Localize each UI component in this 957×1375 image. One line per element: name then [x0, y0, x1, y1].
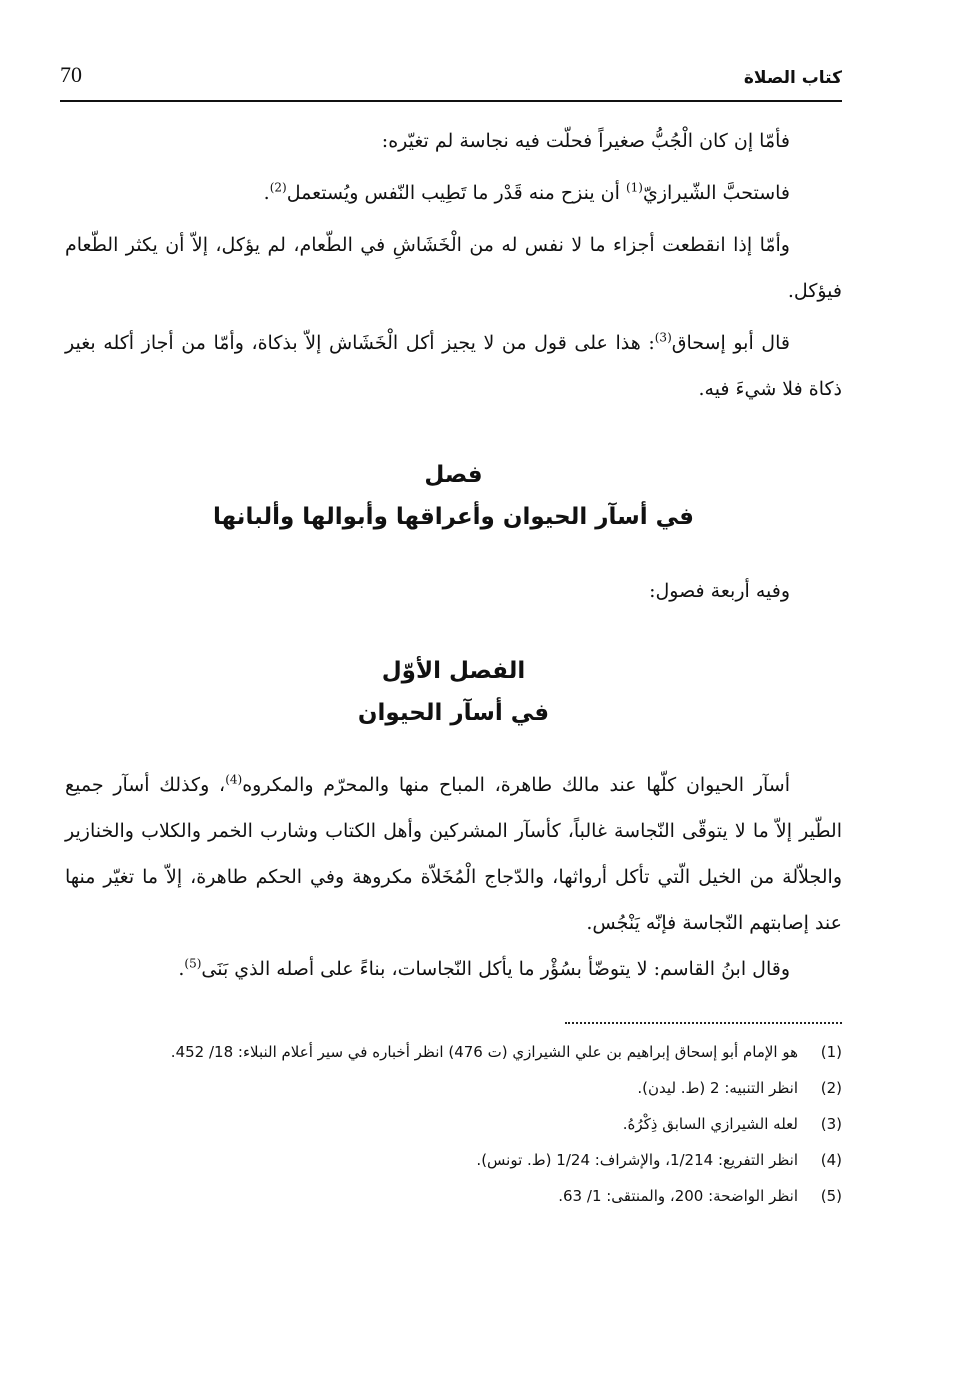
section-intro: وفيه أربعة فصول:: [649, 580, 790, 602]
footnote-text: هو الإمام أبو إسحاق إبراهيم بن علي الشيرازي (ت 476) انظر أخباره في سير أعلام النبلاء: 18/ 452.: [170, 1043, 798, 1061]
footnote-ref-2: (2): [269, 180, 287, 195]
paragraph-2-text-c: .: [263, 182, 270, 204]
main-text: [65, 118, 842, 992]
footnote: [65, 1112, 842, 1136]
footnote-number: (4): [820, 1151, 842, 1169]
paragraph-5-text-b: ، وكذلك أسآر جميع الطّير إلاّ ما لا يتوقّى النّجاسة غالباً، كأسآر المشركين وأهل الكتاب وشارب الخمر والكلاب والخنازير والجلاّلة من الخيل الّتي تأكل أرواثها، والدّجاج الْمُخَلاّة مكروهة وفي الحكم طاهرة، إلاّ ما تغيّر منها عند إصابتهم النّجاسة فإنّه يَنْجُس.: [65, 774, 842, 934]
paragraph-4: [65, 320, 842, 412]
chapter-heading: الفصل الأوّل: [381, 658, 526, 684]
page-number: 70: [60, 62, 82, 87]
footnote-text: انظر الواضحة: 200، والمنتقى: 1/ 63.: [558, 1187, 798, 1205]
footnote: [65, 1076, 842, 1100]
paragraph-6: [65, 946, 842, 992]
paragraph-5-text-a: أسآر الحيوان كلّها عند مالك طاهرة، المباح منها والمحرّم والمكروه: [242, 774, 790, 796]
chapter-subheading: في أسآر الحيوان: [357, 700, 550, 726]
footnote: [65, 1040, 842, 1064]
paragraph-2-text-b: أن ينزح منه قَدْر ما تَطِيب النّفس ويُستعمل: [286, 182, 626, 204]
footnote-ref-1: (1): [625, 180, 643, 195]
footnote-number: (5): [820, 1187, 842, 1205]
footnote-number: (3): [820, 1115, 842, 1133]
paragraph-5: [65, 762, 842, 946]
paragraph-2-text-a: فاستحبَّ الشّيرازيّ: [642, 182, 790, 204]
footnotes: [65, 1040, 842, 1220]
footnote-number: (1): [820, 1043, 842, 1061]
running-title: كتاب الصلاة: [743, 68, 842, 88]
paragraph-2: [65, 170, 842, 216]
footnote-ref-4: (4): [225, 772, 243, 787]
page-header: [60, 62, 842, 88]
paragraph-1: فأمّا إن كان الْجُبُّ صغيراً فحلّت فيه نجاسة لم تغيّره:: [381, 130, 790, 152]
header-rule: [60, 100, 842, 102]
paragraph-6-text-b: .: [178, 958, 185, 980]
footnote: [65, 1184, 842, 1208]
footnote-text: انظر التفريع: 1/214، والإشراف: 1/24 (ط. تونس).: [476, 1151, 798, 1169]
footnote-separator: [565, 1022, 842, 1024]
paragraph-4-text-b: : هذا على قول من لا يجيز أكل الْخَشَاش إلاّ بذكاة، وأمّا من أجاز أكله بغير ذكاة فلا شيءَ فيه.: [65, 332, 842, 400]
footnote-text: انظر التنبيه: 2 (ط. ليدن).: [637, 1079, 798, 1097]
section-subheading: في أسآر الحيوان وأعراقها وأبوالها وألبانها: [212, 504, 694, 530]
paragraph-6-text-a: وقال ابنُ القاسم: لا يتوضّأ بسُؤْر ما يأكل النّجاسات، بناءً على أصله الذي بَنَى: [201, 958, 790, 980]
paragraph-3: وأمّا إذا انقطعت أجزاء ما لا نفس له من الْخَشَاشِ في الطّعام، لم يؤكل، إلاّ أن يكثر الطّعام فيؤكل.: [65, 234, 842, 302]
footnote-ref-3: (3): [654, 330, 672, 345]
footnote-number: (2): [820, 1079, 842, 1097]
footnote-text: لعله الشيرازي السابق ذِكْرُهُ.: [622, 1115, 798, 1133]
footnote: [65, 1148, 842, 1172]
footnote-ref-5: (5): [184, 956, 202, 971]
paragraph-4-text-a: قال أبو إسحاق: [671, 332, 790, 354]
section-heading: فصل: [424, 462, 483, 488]
